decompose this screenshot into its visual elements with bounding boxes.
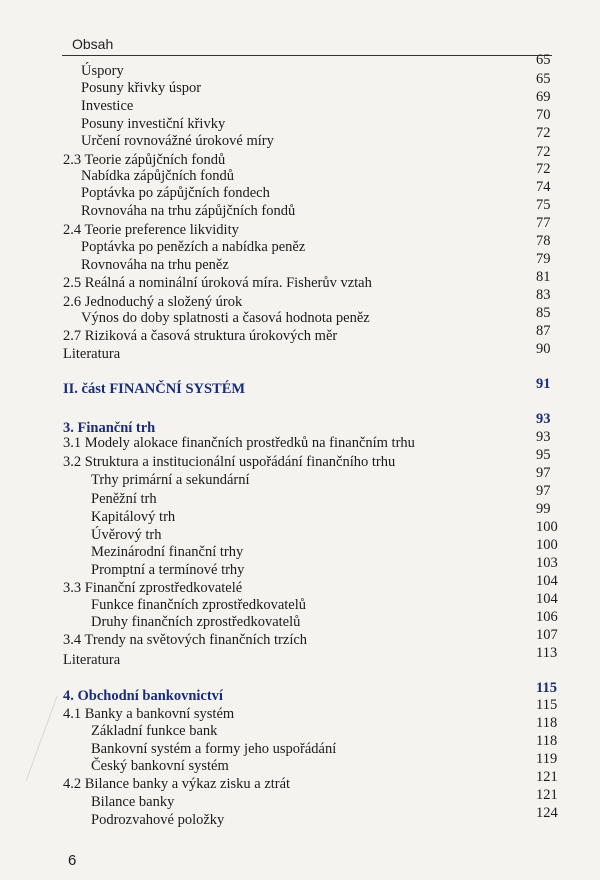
toc-entry: Trhy primární a sekundární bbox=[91, 472, 250, 488]
toc-entry: 3.4 Trendy na světových finančních trzích bbox=[63, 632, 308, 648]
toc-entry: Podrozvahové položky bbox=[91, 812, 225, 828]
toc-page-number: 77 bbox=[536, 215, 551, 231]
toc-page-number: 93 bbox=[536, 411, 551, 427]
toc-entry: Úvěrový trh bbox=[91, 527, 162, 543]
toc-entry: 3.2 Struktura a institucionální uspořádání finančního trhu bbox=[63, 454, 396, 470]
toc-entry: 2.6 Jednoduchý a složený úrok bbox=[63, 294, 243, 310]
toc-page-number: 97 bbox=[536, 465, 551, 481]
toc-page-number: 91 bbox=[536, 376, 551, 392]
toc-entry: Určení rovnovážné úrokové míry bbox=[81, 133, 274, 149]
toc-page-number: 104 bbox=[536, 573, 558, 589]
toc-entry: 2.4 Teorie preference likvidity bbox=[63, 222, 239, 238]
toc-page-number: 72 bbox=[536, 161, 551, 177]
toc-entry: Nabídka zápůjčních fondů bbox=[81, 168, 235, 184]
toc-entry: 3.1 Modely alokace finančních prostředků na finančním trhu bbox=[63, 435, 415, 451]
toc-page-number: 87 bbox=[536, 323, 551, 339]
toc-page-number: 121 bbox=[536, 787, 558, 803]
toc-entry: Úspory bbox=[81, 63, 124, 79]
toc-page-number: 124 bbox=[536, 805, 558, 821]
toc-entry: Promptní a termínové trhy bbox=[91, 562, 245, 578]
chapter-heading: 4. Obchodní bankovnictví bbox=[63, 688, 223, 704]
toc-page-number: 75 bbox=[536, 197, 551, 213]
toc-page-number: 85 bbox=[536, 305, 551, 321]
toc-entry: Investice bbox=[81, 98, 134, 114]
toc-page-number: 95 bbox=[536, 447, 551, 463]
chapter-heading: 3. Finanční trh bbox=[63, 420, 156, 436]
toc-entry: Literatura bbox=[63, 652, 121, 668]
toc-entry: Bilance banky bbox=[91, 794, 175, 810]
toc-entry: Poptávka po zápůjčních fondech bbox=[81, 185, 270, 201]
toc-page-number: 78 bbox=[536, 233, 551, 249]
toc-entry: Výnos do doby splatnosti a časová hodnota peněz bbox=[81, 310, 370, 326]
toc-entry: Posuny křivky úspor bbox=[81, 80, 202, 96]
toc-page-number: 65 bbox=[536, 71, 551, 87]
toc-entry: 3.3 Finanční zprostředkovatelé bbox=[63, 580, 243, 596]
toc-entry: Mezinárodní finanční trhy bbox=[91, 544, 244, 560]
toc-page-number: 74 bbox=[536, 179, 551, 195]
toc-page-number: 70 bbox=[536, 107, 551, 123]
toc-page-number: 118 bbox=[536, 715, 558, 731]
toc-entry: Kapitálový trh bbox=[91, 509, 176, 525]
toc-page-number: 69 bbox=[536, 89, 551, 105]
toc-entry: Funkce finančních zprostředkovatelů bbox=[91, 597, 307, 613]
toc-page-number: 81 bbox=[536, 269, 551, 285]
toc-entry: Literatura bbox=[63, 346, 121, 362]
toc-entry: Poptávka po penězích a nabídka peněz bbox=[81, 239, 306, 255]
toc-entry: 4.2 Bilance banky a výkaz zisku a ztrát bbox=[63, 776, 291, 792]
toc-page-number: 65 bbox=[536, 52, 551, 68]
toc-page-number: 118 bbox=[536, 733, 558, 749]
toc-entry: Základní funkce bank bbox=[91, 723, 218, 739]
toc-page-number: 107 bbox=[536, 627, 558, 643]
toc-page-number: 72 bbox=[536, 144, 551, 160]
toc-entry: 2.3 Teorie zápůjčních fondů bbox=[63, 152, 226, 168]
toc-entry: 2.7 Riziková a časová struktura úrokových měr bbox=[63, 328, 338, 344]
toc-entry: Druhy finančních zprostředkovatelů bbox=[91, 614, 301, 630]
toc-page-number: 72 bbox=[536, 125, 551, 141]
toc-page-number: 106 bbox=[536, 609, 558, 625]
toc-page-number: 121 bbox=[536, 769, 558, 785]
toc-page-number: 115 bbox=[536, 680, 557, 696]
toc-page-number: 103 bbox=[536, 555, 558, 571]
toc-entry: Bankovní systém a formy jeho uspořádání bbox=[91, 741, 337, 757]
part-heading: II. část FINANČNÍ SYSTÉM bbox=[63, 381, 246, 397]
page-number: 6 bbox=[68, 852, 77, 869]
running-header: Obsah bbox=[72, 36, 114, 52]
toc-page-number: 119 bbox=[536, 751, 558, 767]
toc-entry: 4.1 Banky a bankovní systém bbox=[63, 706, 235, 722]
toc-entry: Peněžní trh bbox=[91, 491, 157, 507]
toc-page-number: 83 bbox=[536, 287, 551, 303]
toc-page-number: 79 bbox=[536, 251, 551, 267]
toc-entry: Rovnováha na trhu zápůjčních fondů bbox=[81, 203, 296, 219]
toc-page-number: 99 bbox=[536, 501, 551, 517]
toc-page-number: 115 bbox=[536, 697, 558, 713]
toc-entry: Český bankovní systém bbox=[91, 758, 229, 774]
toc-page-number: 104 bbox=[536, 591, 558, 607]
toc-page-number: 100 bbox=[536, 519, 558, 535]
toc-page-number: 93 bbox=[536, 429, 551, 445]
toc-entry: Posuny investiční křivky bbox=[81, 116, 226, 132]
toc-entry: Rovnováha na trhu peněz bbox=[81, 257, 229, 273]
toc-page-number: 100 bbox=[536, 537, 558, 553]
header-rule bbox=[62, 55, 552, 56]
toc-page-number: 90 bbox=[536, 341, 551, 357]
toc-page-number: 113 bbox=[536, 645, 558, 661]
toc-entry: 2.5 Reálná a nominální úroková míra. Fisherův vztah bbox=[63, 275, 372, 291]
toc-page-number: 97 bbox=[536, 483, 551, 499]
